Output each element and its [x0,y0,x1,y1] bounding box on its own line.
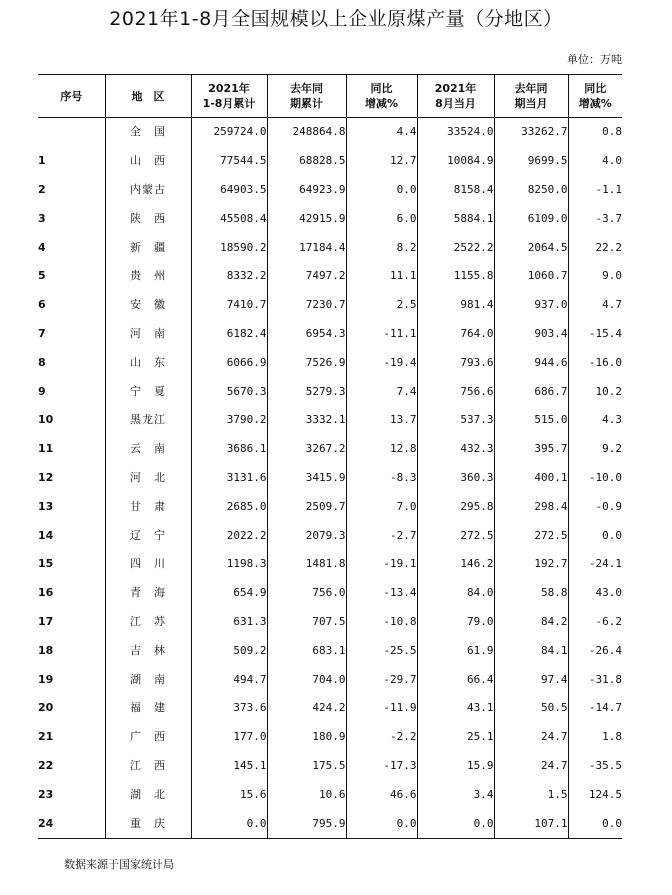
cell-ytd-last-year: 7526.9 [267,348,346,377]
cell-aug-2021: 10084.9 [417,147,494,176]
cell-aug-change: 0.0 [568,521,622,550]
table-row [38,291,622,320]
table-row [38,320,622,349]
cell-ytd-change: -11.9 [346,694,417,723]
cell-ytd-2021: 5670.3 [191,377,267,406]
cell-aug-2021: 2522.2 [417,233,494,262]
cell-seq: 11 [38,442,54,456]
cell-ytd-last-year: 795.9 [267,809,346,838]
cell-aug-2021: 537.3 [417,406,494,435]
cell-ytd-change: -11.1 [346,320,417,349]
cell-aug-change: -3.7 [568,204,622,233]
header-aug-2021-line: 2021年 [434,82,477,95]
cell-aug-change: -15.4 [568,320,622,349]
table-row [38,435,622,464]
cell-aug-2021: 66.4 [417,665,494,694]
cell-seq: 20 [38,701,54,715]
cell-region: 广 西 [105,723,191,752]
cell-aug-2021: 8158.4 [417,176,494,205]
table-row [38,665,622,694]
table-row [38,233,622,262]
header-ytd-2021-line: 1-8月累计 [202,97,256,110]
cell-region: 江 苏 [105,608,191,637]
table-row [38,608,622,637]
cell-aug-last-year: 686.7 [494,377,568,406]
header-aug-change [568,75,622,118]
table-row [38,348,622,377]
cell-seq: 6 [38,298,46,312]
cell-ytd-2021: 2022.2 [191,521,267,550]
cell-aug-last-year: 6109.0 [494,204,568,233]
cell-ytd-2021: 7410.7 [191,291,267,320]
cell-aug-last-year: 107.1 [494,809,568,838]
cell-seq: 12 [38,470,54,484]
header-seq-line: 序号 [60,89,83,103]
cell-aug-change: -14.7 [568,694,622,723]
cell-ytd-2021: 654.9 [191,579,267,608]
cell-aug-change: 1.8 [568,723,622,752]
cell-seq: 10 [38,413,54,427]
cell-aug-last-year: 24.7 [494,723,568,752]
cell-seq: 7 [38,326,46,340]
cell-ytd-change: 12.8 [346,435,417,464]
source-note: 数据来源于国家统计局 [64,858,174,871]
cell-region: 安 徽 [105,291,191,320]
table-row [38,118,622,147]
cell-aug-change: -6.2 [568,608,622,637]
cell-seq: 1 [38,154,46,168]
cell-seq: 17 [38,614,54,628]
cell-region: 湖 南 [105,665,191,694]
cell-aug-last-year: 2064.5 [494,233,568,262]
cell-ytd-2021: 373.6 [191,694,267,723]
table-row [38,147,622,176]
cell-ytd-2021: 8332.2 [191,262,267,291]
cell-ytd-last-year: 707.5 [267,608,346,637]
cell-aug-last-year: 1.5 [494,780,568,809]
header-ytd-last-year-line: 去年同 [290,82,323,95]
cell-aug-change: -16.0 [568,348,622,377]
cell-aug-2021: 360.3 [417,464,494,493]
cell-region: 湖 北 [105,780,191,809]
header-ytd-last-year [267,75,346,118]
cell-ytd-2021: 45508.4 [191,204,267,233]
cell-ytd-last-year: 64923.9 [267,176,346,205]
cell-seq: 9 [38,384,46,398]
cell-region: 江 西 [105,752,191,781]
cell-ytd-change: 13.7 [346,406,417,435]
cell-aug-last-year: 192.7 [494,550,568,579]
cell-region: 河 南 [105,320,191,349]
cell-seq: 4 [38,240,46,254]
cell-ytd-change: 6.0 [346,204,417,233]
header-region-line: 地 区 [131,89,165,103]
cell-region: 新 疆 [105,233,191,262]
cell-ytd-last-year: 248864.8 [267,118,346,147]
cell-aug-change: -26.4 [568,636,622,665]
cell-ytd-2021: 259724.0 [191,118,267,147]
header-aug-last-year-line: 去年同 [514,82,548,95]
header-aug-last-year [494,75,568,118]
cell-ytd-last-year: 5279.3 [267,377,346,406]
unit-label: 单位：万吨 [567,53,622,66]
header-aug-change-line: 增减% [578,97,612,110]
cell-ytd-last-year: 756.0 [267,579,346,608]
cell-ytd-2021: 64903.5 [191,176,267,205]
cell-aug-last-year: 937.0 [494,291,568,320]
cell-ytd-change: 7.4 [346,377,417,406]
cell-ytd-change: -8.3 [346,464,417,493]
cell-ytd-last-year: 10.6 [267,780,346,809]
cell-aug-2021: 0.0 [417,809,494,838]
cell-ytd-last-year: 3267.2 [267,435,346,464]
cell-ytd-change: -17.3 [346,752,417,781]
header-region [105,75,191,118]
cell-region: 重 庆 [105,809,191,838]
cell-aug-change: 0.8 [568,118,622,147]
cell-ytd-last-year: 42915.9 [267,204,346,233]
cell-seq [38,118,105,147]
cell-ytd-2021: 3131.6 [191,464,267,493]
cell-aug-2021: 25.1 [417,723,494,752]
cell-ytd-2021: 145.1 [191,752,267,781]
cell-ytd-last-year: 17184.4 [267,233,346,262]
table-row [38,579,622,608]
cell-aug-last-year: 944.6 [494,348,568,377]
cell-region: 宁 夏 [105,377,191,406]
cell-ytd-last-year: 3415.9 [267,464,346,493]
cell-region: 内蒙古 [105,176,191,205]
cell-ytd-change: -29.7 [346,665,417,694]
cell-aug-change: -31.8 [568,665,622,694]
cell-aug-last-year: 1060.7 [494,262,568,291]
cell-aug-last-year: 400.1 [494,464,568,493]
cell-aug-change: -24.1 [568,550,622,579]
table-row [38,521,622,550]
cell-aug-change: 9.2 [568,435,622,464]
cell-aug-last-year: 272.5 [494,521,568,550]
cell-seq: 16 [38,586,54,600]
table-row [38,176,622,205]
cell-seq: 2 [38,182,46,196]
cell-ytd-2021: 77544.5 [191,147,267,176]
header-ytd-2021-line: 2021年 [208,82,250,95]
cell-aug-change: 10.2 [568,377,622,406]
cell-ytd-2021: 18590.2 [191,233,267,262]
cell-ytd-change: 8.2 [346,233,417,262]
cell-aug-change: -10.0 [568,464,622,493]
cell-ytd-last-year: 175.5 [267,752,346,781]
cell-region: 贵 州 [105,262,191,291]
cell-ytd-2021: 177.0 [191,723,267,752]
cell-aug-last-year: 84.2 [494,608,568,637]
cell-aug-change: 124.5 [568,780,622,809]
cell-ytd-change: 7.0 [346,492,417,521]
table-row [38,636,622,665]
cell-region: 四 川 [105,550,191,579]
page-title: 2021年1-8月全国规模以上企业原煤产量（分地区） [109,8,563,30]
cell-seq: 23 [38,787,54,801]
cell-ytd-change: -19.4 [346,348,417,377]
cell-ytd-last-year: 2509.7 [267,492,346,521]
cell-ytd-last-year: 6954.3 [267,320,346,349]
cell-aug-2021: 272.5 [417,521,494,550]
cell-aug-change: 22.2 [568,233,622,262]
cell-ytd-last-year: 7230.7 [267,291,346,320]
cell-ytd-change: -25.5 [346,636,417,665]
cell-aug-2021: 146.2 [417,550,494,579]
cell-seq: 14 [38,528,54,542]
cell-ytd-change: 12.7 [346,147,417,176]
cell-ytd-change: -13.4 [346,579,417,608]
table-row [38,464,622,493]
cell-seq: 8 [38,355,46,369]
cell-region: 山 东 [105,348,191,377]
table-row [38,694,622,723]
cell-ytd-change: 0.0 [346,809,417,838]
cell-ytd-2021: 494.7 [191,665,267,694]
cell-aug-2021: 61.9 [417,636,494,665]
cell-ytd-last-year: 3332.1 [267,406,346,435]
header-ytd-2021 [191,75,267,118]
cell-ytd-change: -19.1 [346,550,417,579]
header-ytd-change [346,75,417,118]
table-row [38,377,622,406]
cell-aug-2021: 793.6 [417,348,494,377]
cell-region: 青 海 [105,579,191,608]
header-seq [38,75,105,118]
cell-aug-2021: 295.8 [417,492,494,521]
cell-region: 黑龙江 [105,406,191,435]
cell-seq: 24 [38,809,105,838]
cell-ytd-2021: 0.0 [191,809,267,838]
cell-ytd-last-year: 68828.5 [267,147,346,176]
header-ytd-change-line: 增减% [364,97,399,110]
cell-aug-last-year: 8250.0 [494,176,568,205]
cell-aug-change: 4.0 [568,147,622,176]
table-row [38,204,622,233]
cell-ytd-last-year: 704.0 [267,665,346,694]
cell-aug-last-year: 395.7 [494,435,568,464]
cell-ytd-change: 4.4 [346,118,417,147]
cell-aug-2021: 3.4 [417,780,494,809]
header-row [38,75,622,118]
cell-region: 全 国 [105,118,191,147]
cell-region: 辽 宁 [105,521,191,550]
cell-aug-change: 4.7 [568,291,622,320]
cell-ytd-change: -2.2 [346,723,417,752]
header-aug-change-line: 同比 [584,82,607,95]
cell-region: 甘 肃 [105,492,191,521]
cell-aug-2021: 33524.0 [417,118,494,147]
cell-ytd-last-year: 180.9 [267,723,346,752]
cell-region: 福 建 [105,694,191,723]
cell-aug-last-year: 9699.5 [494,147,568,176]
header-ytd-last-year-line: 期累计 [290,97,323,110]
cell-ytd-last-year: 683.1 [267,636,346,665]
cell-seq: 19 [38,672,54,686]
cell-ytd-2021: 1198.3 [191,550,267,579]
cell-aug-2021: 756.6 [417,377,494,406]
coal-output-table [38,74,622,839]
cell-aug-change: 4.3 [568,406,622,435]
cell-seq: 5 [38,269,46,283]
table-row [38,752,622,781]
header-aug-2021 [417,75,494,118]
table-row [38,723,622,752]
cell-aug-2021: 1155.8 [417,262,494,291]
table-row [38,809,622,838]
cell-ytd-change: -10.8 [346,608,417,637]
cell-seq: 15 [38,557,54,571]
header-aug-2021-line: 8月当月 [435,97,476,110]
cell-aug-2021: 43.1 [417,694,494,723]
cell-ytd-change: 46.6 [346,780,417,809]
cell-ytd-last-year: 424.2 [267,694,346,723]
cell-aug-last-year: 298.4 [494,492,568,521]
cell-ytd-2021: 6066.9 [191,348,267,377]
cell-seq: 22 [38,758,54,772]
cell-region: 吉 林 [105,636,191,665]
cell-aug-last-year: 33262.7 [494,118,568,147]
cell-aug-change: 9.0 [568,262,622,291]
cell-region: 陕 西 [105,204,191,233]
cell-aug-last-year: 84.1 [494,636,568,665]
cell-aug-last-year: 58.8 [494,579,568,608]
cell-seq: 13 [38,499,54,513]
cell-ytd-2021: 15.6 [191,780,267,809]
cell-aug-change: 0.0 [568,809,622,838]
cell-ytd-change: 2.5 [346,291,417,320]
cell-seq: 3 [38,211,46,225]
table-row [38,780,622,809]
table-row [38,492,622,521]
cell-aug-last-year: 903.4 [494,320,568,349]
cell-aug-2021: 79.0 [417,608,494,637]
cell-aug-last-year: 24.7 [494,752,568,781]
cell-aug-2021: 84.0 [417,579,494,608]
table-row [38,550,622,579]
table-row [38,262,622,291]
cell-ytd-2021: 2685.0 [191,492,267,521]
cell-region: 云 南 [105,435,191,464]
table-body [38,118,622,839]
cell-aug-2021: 981.4 [417,291,494,320]
cell-ytd-last-year: 1481.8 [267,550,346,579]
cell-ytd-change: -2.7 [346,521,417,550]
cell-aug-2021: 432.3 [417,435,494,464]
cell-seq: 18 [38,643,54,657]
cell-aug-last-year: 97.4 [494,665,568,694]
cell-aug-2021: 5884.1 [417,204,494,233]
cell-ytd-last-year: 7497.2 [267,262,346,291]
cell-aug-2021: 15.9 [417,752,494,781]
cell-aug-change: -1.1 [568,176,622,205]
cell-ytd-last-year: 2079.3 [267,521,346,550]
cell-ytd-2021: 3686.1 [191,435,267,464]
header-ytd-change-line: 同比 [370,82,393,95]
cell-region: 山 西 [105,147,191,176]
cell-region: 河 北 [105,464,191,493]
cell-ytd-2021: 3790.2 [191,406,267,435]
cell-aug-last-year: 50.5 [494,694,568,723]
cell-aug-last-year: 515.0 [494,406,568,435]
cell-aug-change: -0.9 [568,492,622,521]
cell-aug-change: 43.0 [568,579,622,608]
cell-seq: 21 [38,730,54,744]
cell-ytd-2021: 6182.4 [191,320,267,349]
cell-ytd-2021: 631.3 [191,608,267,637]
cell-ytd-change: 0.0 [346,176,417,205]
cell-ytd-2021: 509.2 [191,636,267,665]
cell-aug-2021: 764.0 [417,320,494,349]
cell-aug-change: -35.5 [568,752,622,781]
header-aug-last-year-line: 期当月 [514,97,548,110]
table-row [38,406,622,435]
cell-ytd-change: 11.1 [346,262,417,291]
